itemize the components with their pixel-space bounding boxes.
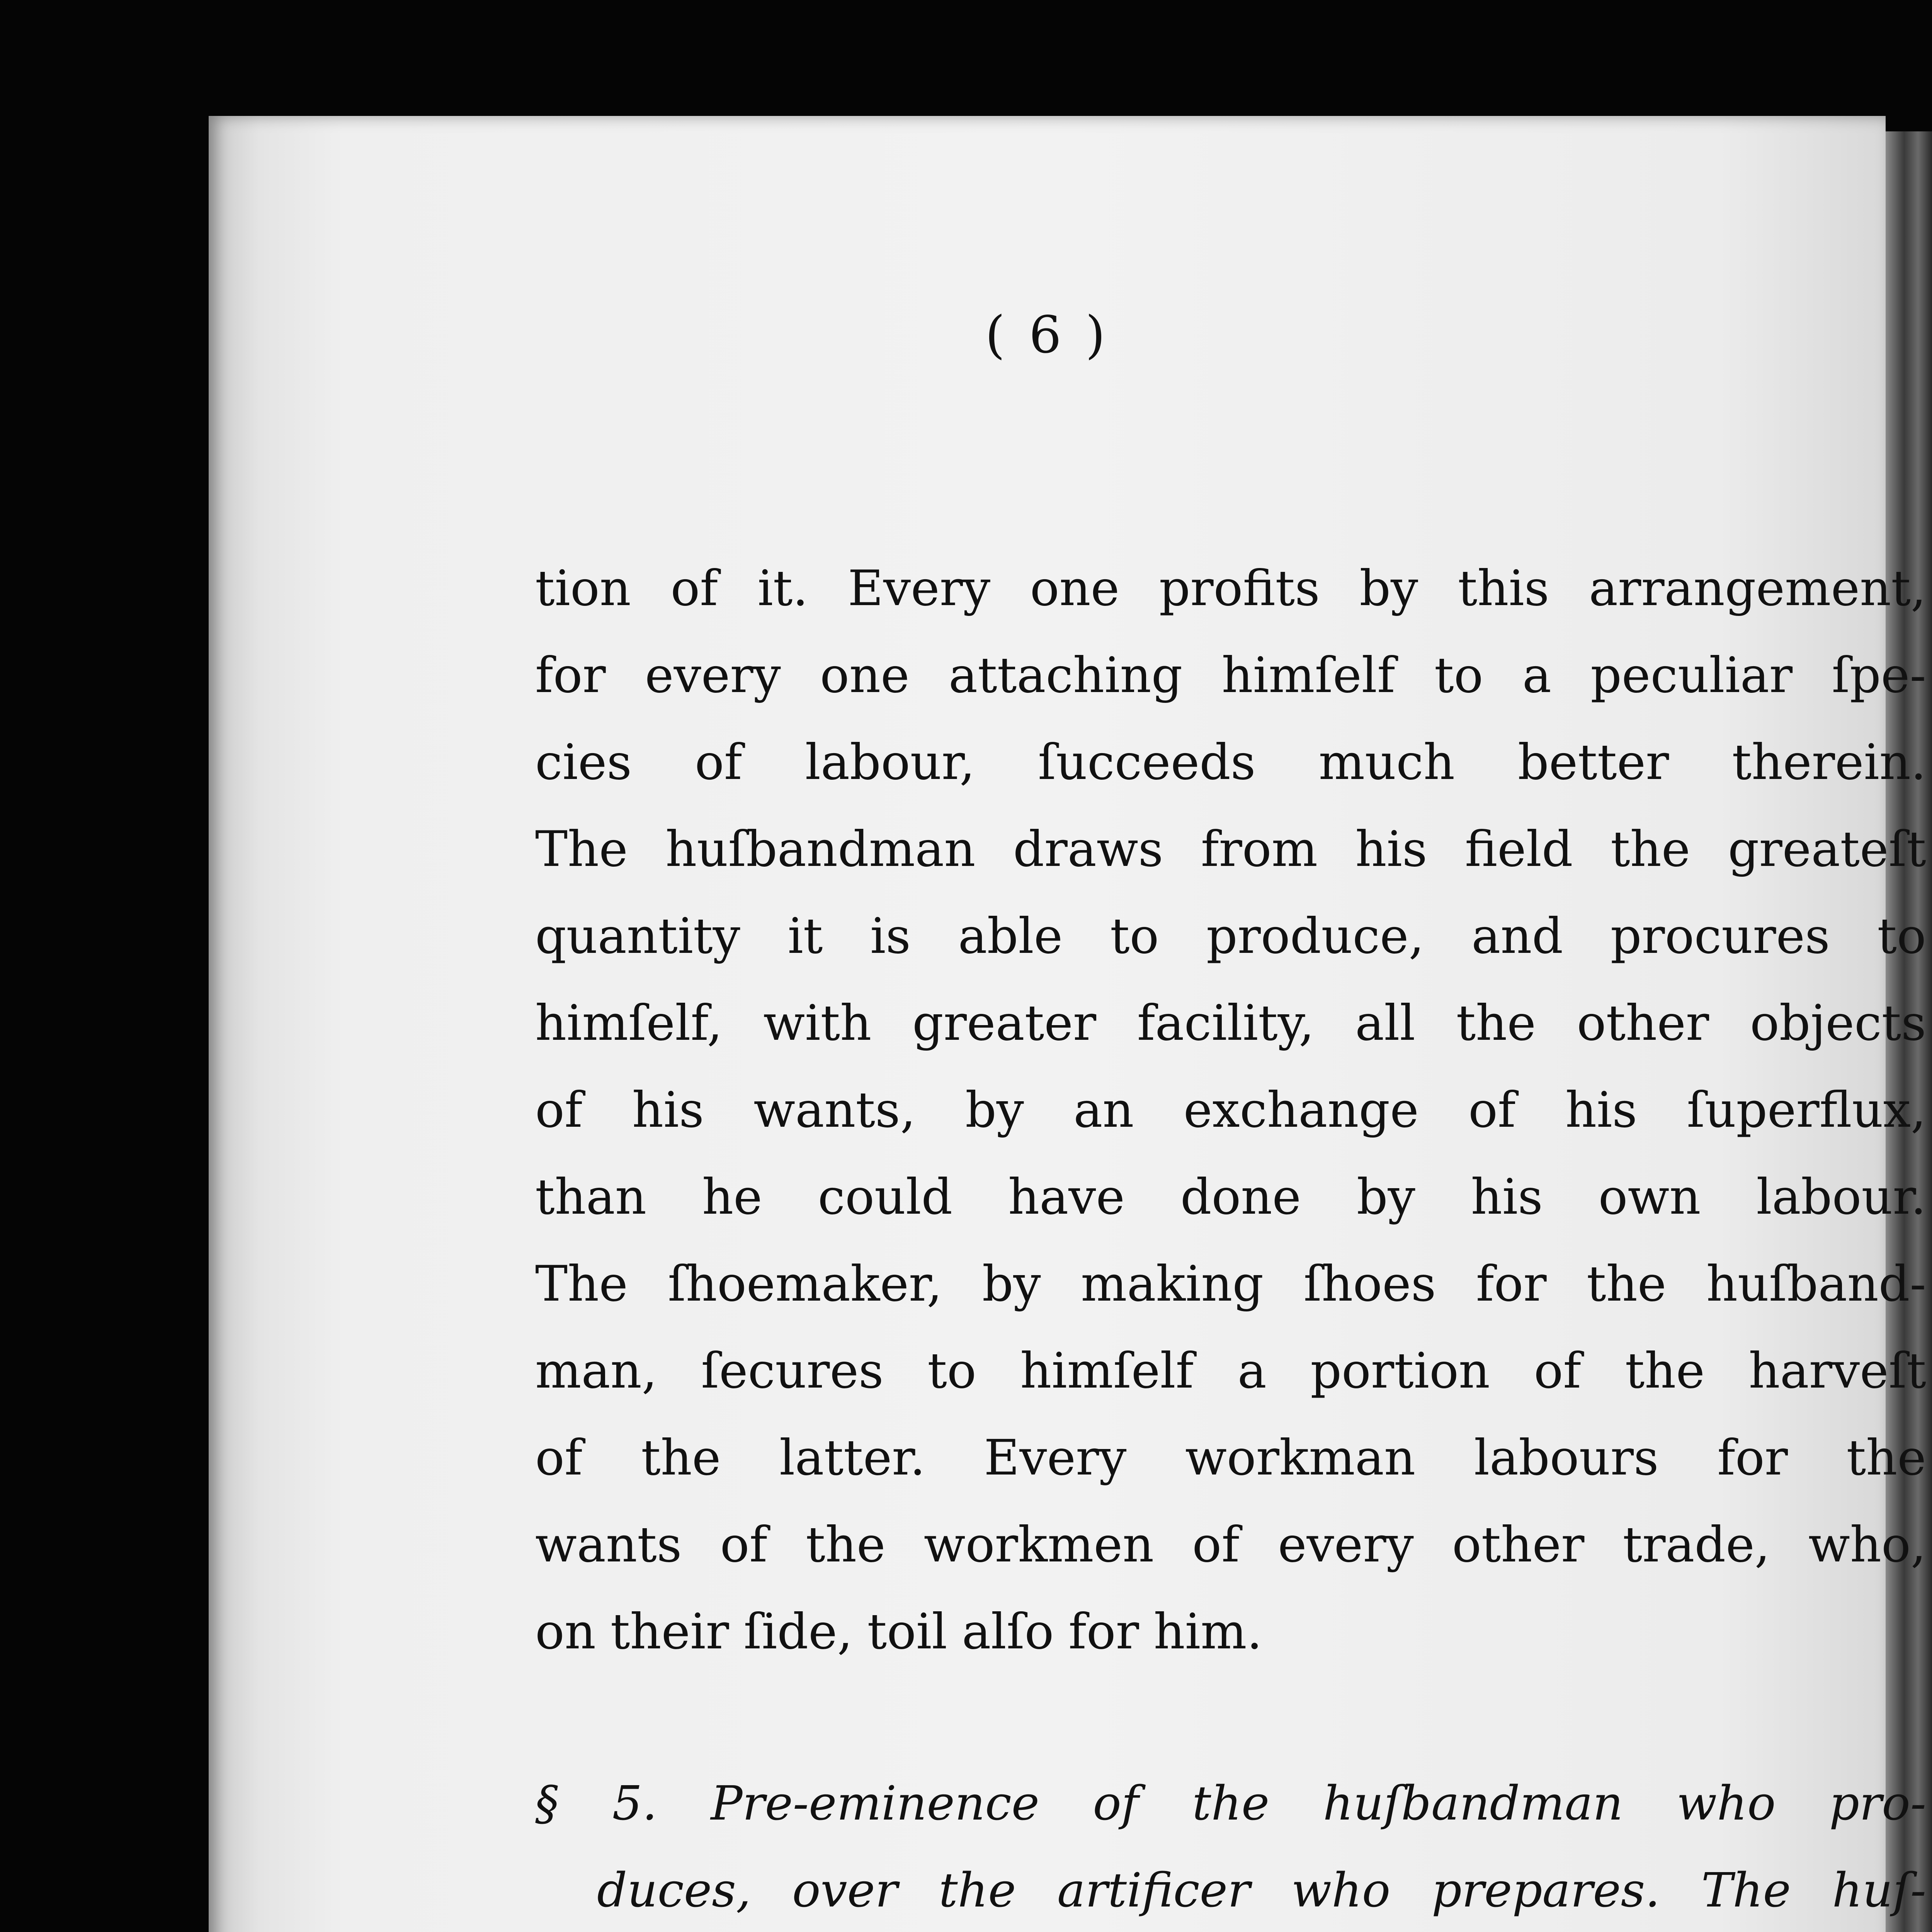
text-line [535, 1588, 1926, 1675]
word: with [763, 995, 872, 1051]
word: the [806, 1516, 886, 1573]
text-line [535, 632, 1926, 719]
word: duces, [597, 1863, 751, 1918]
word: of [670, 560, 718, 617]
word: who, [1808, 1516, 1926, 1573]
word: labour. [1756, 1168, 1926, 1225]
book-page [209, 116, 1926, 1932]
word: trade, [1622, 1516, 1770, 1573]
word: done [1180, 1168, 1301, 1225]
word: the [1456, 995, 1536, 1051]
word: Every [847, 560, 991, 617]
word: The [1701, 1863, 1791, 1918]
text-line [535, 1501, 1926, 1588]
word: greater [912, 995, 1097, 1051]
word: is [870, 908, 911, 964]
word: objects [1750, 995, 1926, 1051]
word: one [1030, 560, 1120, 617]
word: of [535, 1429, 583, 1486]
text-line [535, 893, 1926, 980]
word: himſelf [1221, 647, 1395, 704]
word: the [641, 1429, 721, 1486]
word: every [1278, 1516, 1414, 1573]
word: the [1192, 1776, 1270, 1831]
word: a [1522, 647, 1551, 704]
word: facility, [1137, 995, 1315, 1051]
text-line [535, 1066, 1926, 1153]
text-line [535, 1327, 1926, 1414]
word: latter. [779, 1429, 925, 1486]
word: draws [1013, 821, 1163, 878]
word: to [927, 1342, 976, 1399]
word: toil [867, 1603, 947, 1660]
text-line [535, 545, 1926, 632]
word: arrangement, [1588, 560, 1926, 617]
word: of [535, 1082, 583, 1138]
word: himſelf [1020, 1342, 1194, 1399]
word: quantity [535, 908, 740, 964]
word: The [535, 821, 628, 878]
word: portion [1310, 1342, 1490, 1399]
word: workman [1185, 1429, 1416, 1486]
word: labours [1474, 1429, 1659, 1486]
word: therein. [1732, 734, 1926, 791]
word: of [1192, 1516, 1240, 1573]
section-5-summary [535, 1760, 1926, 1932]
word: other [1452, 1516, 1585, 1573]
word: wants [535, 1516, 682, 1573]
word: his [1355, 821, 1427, 878]
word: it. [757, 560, 808, 617]
word: field [1465, 821, 1573, 878]
word: huſ- [1832, 1863, 1926, 1918]
word: better [1518, 734, 1669, 791]
word: own [1598, 1168, 1701, 1225]
word: of [1534, 1342, 1582, 1399]
word: and [1471, 908, 1563, 964]
word: of [1468, 1082, 1516, 1138]
text-line [535, 980, 1926, 1066]
word: tion [535, 560, 631, 617]
word: alſo [962, 1603, 1054, 1660]
word: making [1081, 1255, 1264, 1312]
word: much [1318, 734, 1455, 791]
text-line [535, 1153, 1926, 1240]
word: for [1476, 1255, 1547, 1312]
word: prepares. [1431, 1863, 1660, 1918]
section-gap [535, 1675, 1926, 1760]
word: for [1068, 1603, 1139, 1660]
word: ſhoemaker, [668, 1255, 942, 1312]
word: their [610, 1603, 729, 1660]
word: the [939, 1863, 1016, 1918]
word: huſbandman [1323, 1776, 1623, 1831]
word: all [1355, 995, 1415, 1051]
word: an [1073, 1082, 1134, 1138]
word: able [958, 908, 1063, 964]
word: could [818, 1168, 953, 1225]
word: Pre-eminence [711, 1776, 1039, 1831]
word: for [1717, 1429, 1788, 1486]
word: produce, [1206, 908, 1424, 964]
paragraph-1 [535, 545, 1926, 1675]
word: to [1434, 647, 1483, 704]
word: ſhoes [1303, 1255, 1436, 1312]
word: his [1471, 1168, 1543, 1225]
word: procures [1610, 908, 1830, 964]
word: attaching [948, 647, 1183, 704]
word: by [1356, 1168, 1415, 1225]
word: he [702, 1168, 762, 1225]
word: wants, [753, 1082, 916, 1138]
page-text [535, 545, 1926, 1932]
word: of [695, 734, 742, 791]
page-number: ( 6 ) [985, 305, 1109, 365]
word: The [535, 1255, 628, 1312]
word: him. [1153, 1603, 1262, 1660]
word: for [535, 647, 606, 704]
word: labour, [805, 734, 975, 791]
word: § [535, 1776, 559, 1831]
word: man, [535, 1342, 657, 1399]
word: workmen [923, 1516, 1154, 1573]
text-line [535, 1240, 1926, 1327]
word: by [1359, 560, 1418, 617]
word: of [720, 1516, 768, 1573]
word: his [1565, 1082, 1638, 1138]
text-line [535, 806, 1926, 893]
word: it [787, 908, 823, 964]
text-line [535, 1760, 1926, 1847]
word: the [1611, 821, 1690, 878]
word: the [1625, 1342, 1705, 1399]
word: to [1110, 908, 1159, 964]
word: by [982, 1255, 1041, 1312]
word: ſucceeds [1038, 734, 1256, 791]
word: this [1458, 560, 1549, 617]
word: ſide, [743, 1603, 853, 1660]
word: other [1577, 995, 1709, 1051]
word: one [820, 647, 910, 704]
word: have [1008, 1168, 1125, 1225]
text-line [535, 1847, 1926, 1932]
word: pro- [1829, 1776, 1926, 1831]
word: cies [535, 734, 632, 791]
text-line [535, 1414, 1926, 1501]
word: huſband- [1706, 1255, 1926, 1312]
word: who [1676, 1776, 1776, 1831]
word: artificer [1057, 1863, 1250, 1918]
text-line [535, 719, 1926, 806]
word: from [1201, 821, 1318, 878]
word: the [1587, 1255, 1667, 1312]
word: ſuperflux, [1687, 1082, 1926, 1138]
word: by [965, 1082, 1024, 1138]
word: to [1877, 908, 1926, 964]
word: himſelf, [535, 995, 723, 1051]
word: profits [1159, 560, 1320, 617]
word: over [792, 1863, 898, 1918]
word: his [632, 1082, 704, 1138]
word: Every [984, 1429, 1127, 1486]
word: harveſt [1748, 1342, 1926, 1399]
word: a [1237, 1342, 1267, 1399]
word: who [1291, 1863, 1391, 1918]
word: than [535, 1168, 647, 1225]
word: ſecures [701, 1342, 884, 1399]
word: ſpe- [1832, 647, 1926, 704]
word: exchange [1183, 1082, 1419, 1138]
word: every [645, 647, 781, 704]
word: 5. [612, 1776, 657, 1831]
word: on [535, 1603, 596, 1660]
word: huſbandman [665, 821, 976, 878]
word: greateſt [1728, 821, 1926, 878]
word: peculiar [1590, 647, 1793, 704]
word: of [1093, 1776, 1139, 1831]
word: the [1846, 1429, 1926, 1486]
